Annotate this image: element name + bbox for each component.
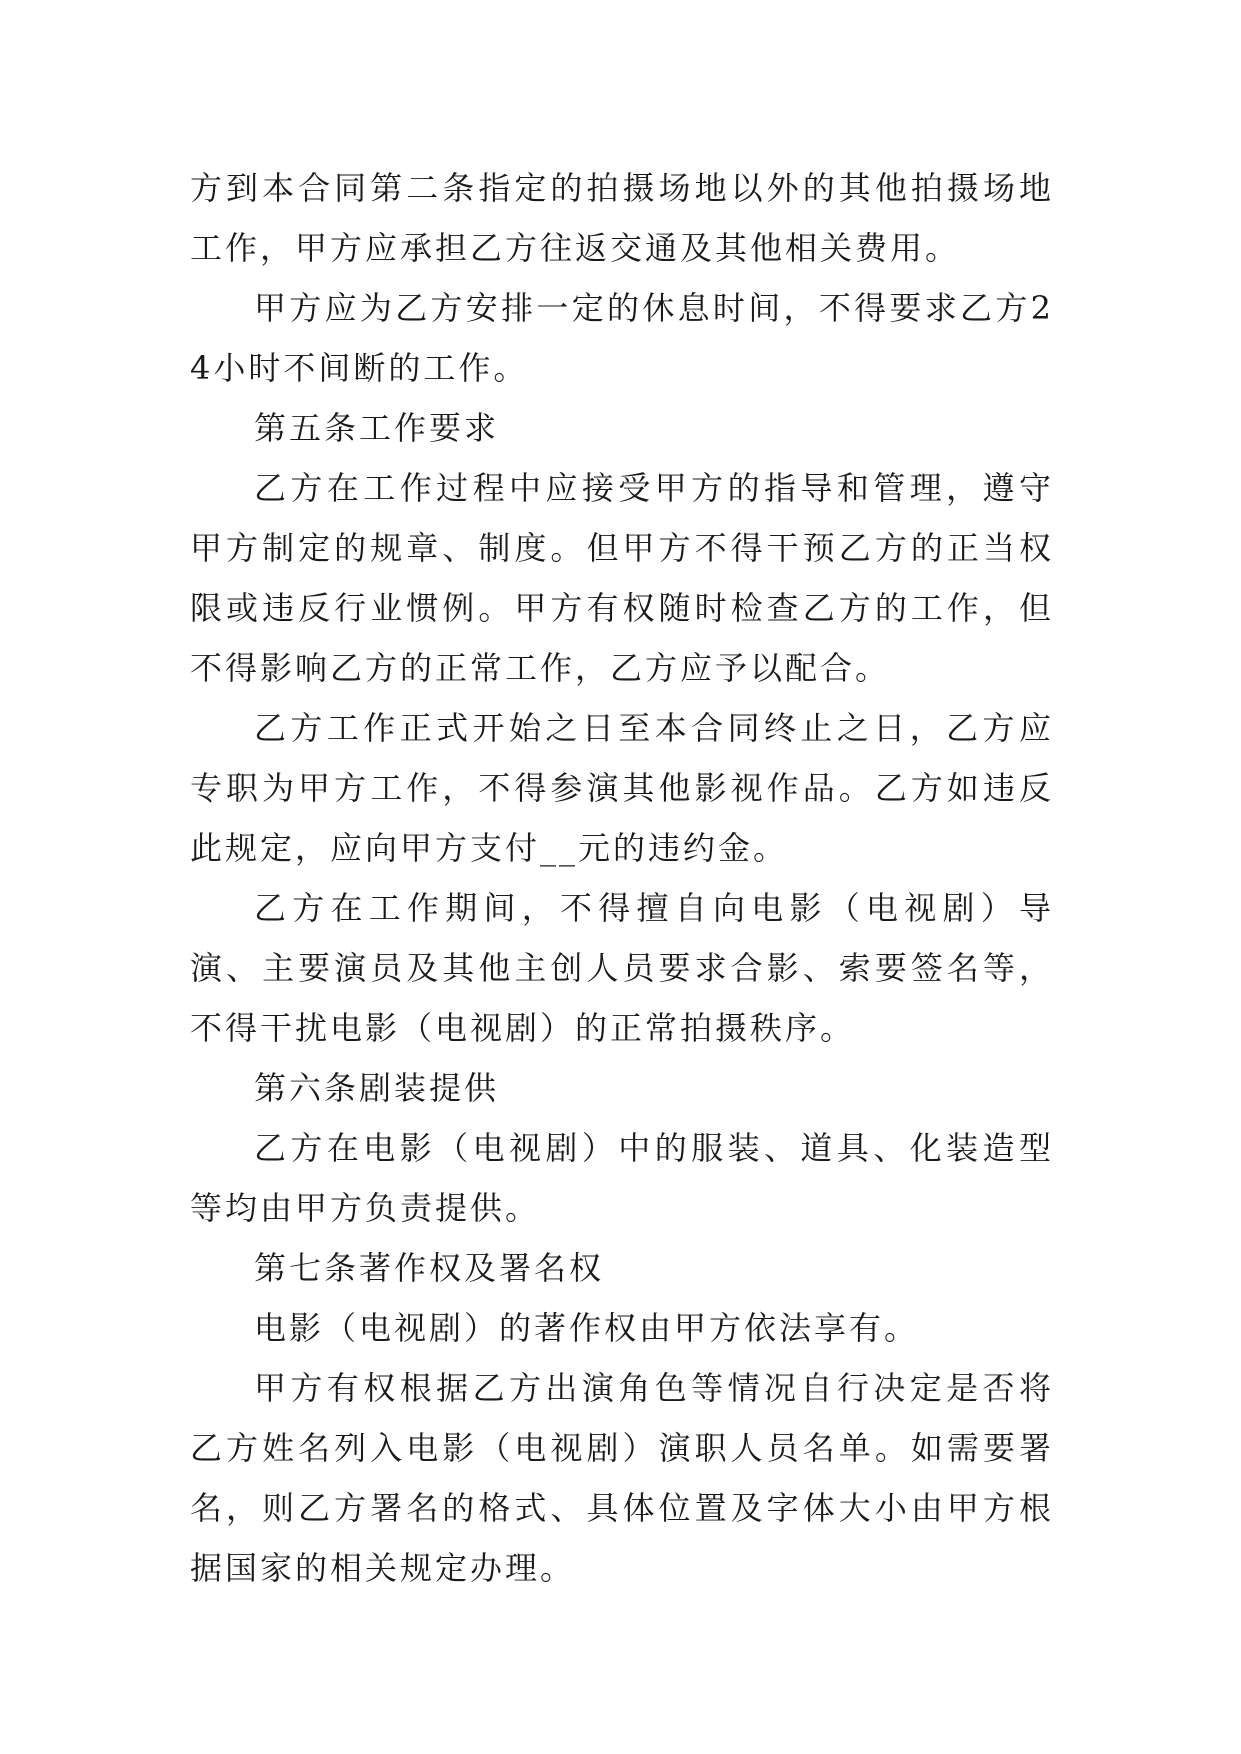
paragraph-continuation: 方到本合同第二条指定的拍摄场地以外的其他拍摄场地工作，甲方应承担乙方往返交通及其他相关费用。 xyxy=(190,169,1054,267)
article-7-heading: 第七条著作权及署名权 xyxy=(254,1249,605,1287)
document-body xyxy=(190,158,1054,1598)
paragraph-conduct: 乙方在工作期间，不得擅自向电影（电视剧）导演、主要演员及其他主创人员要求合影、索要签名等，不得干扰电影（电视剧）的正常拍摄秩序。 xyxy=(190,889,1054,1047)
paragraph-credit: 甲方有权根据乙方出演角色等情况自行决定是否将乙方姓名列入电影（电视剧）演职人员名单。如需要署名，则乙方署名的格式、具体位置及字体大小由甲方根据国家的相关规定办理。 xyxy=(190,1369,1054,1587)
paragraph-copyright: 电影（电视剧）的著作权由甲方依法享有。 xyxy=(254,1309,920,1347)
paragraph-exclusivity: 乙方工作正式开始之日至本合同终止之日，乙方应专职为甲方工作，不得参演其他影视作品。乙方如违反此规定，应向甲方支付__元的违约金。 xyxy=(190,709,1054,867)
paragraph-costume: 乙方在电影（电视剧）中的服装、道具、化装造型等均由甲方负责提供。 xyxy=(190,1129,1054,1227)
paragraph-rest-time: 甲方应为乙方安排一定的休息时间，不得要求乙方24小时不间断的工作。 xyxy=(190,289,1054,387)
article-6-heading: 第六条剧装提供 xyxy=(254,1069,500,1107)
paragraph-management: 乙方在工作过程中应接受甲方的指导和管理，遵守甲方制定的规章、制度。但甲方不得干预乙方的正当权限或违反行业惯例。甲方有权随时检查乙方的工作，但不得影响乙方的正常工作，乙方应予以配合。 xyxy=(190,469,1054,687)
article-5-heading: 第五条工作要求 xyxy=(254,409,500,447)
